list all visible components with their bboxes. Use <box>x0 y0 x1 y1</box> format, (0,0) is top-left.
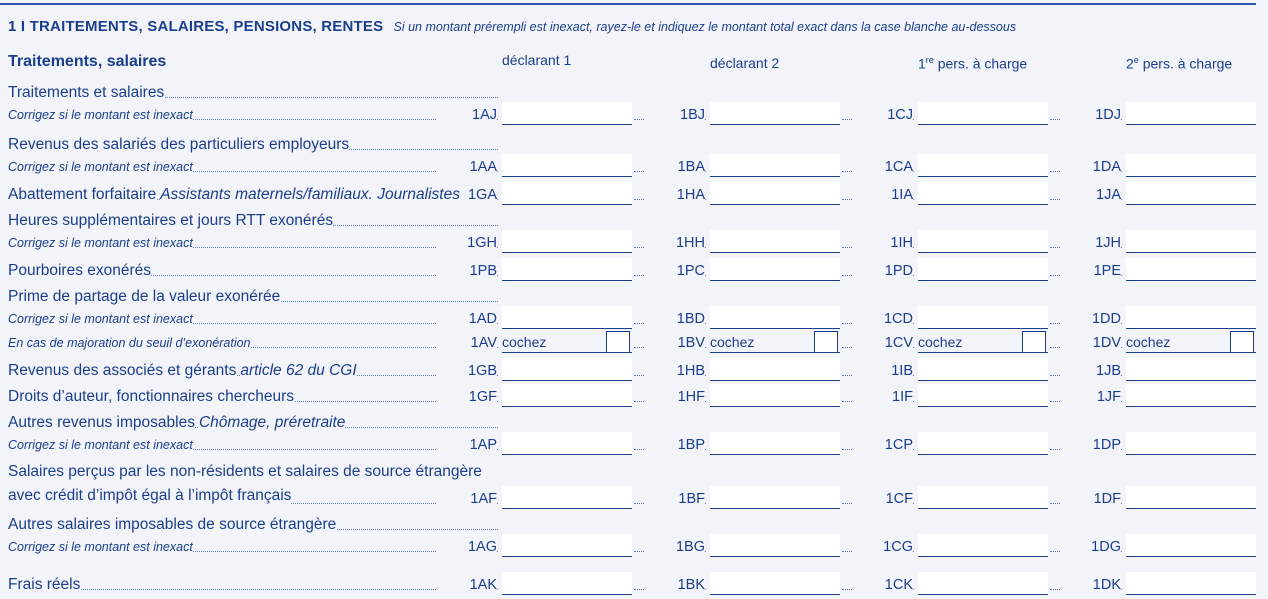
section-header <box>8 16 1258 38</box>
amount-field[interactable] <box>710 102 840 125</box>
box-code: 1CV <box>853 334 913 352</box>
box-code: 1HF <box>645 388 705 406</box>
box-code: 1AA <box>437 158 497 176</box>
row-label-text: Revenus des associés et gérants <box>8 362 237 379</box>
row-label <box>8 212 498 230</box>
form-row <box>0 282 1268 308</box>
amount-field[interactable] <box>1126 230 1256 253</box>
box-code: 1JH <box>1061 234 1121 252</box>
row-label-text: Frais réels <box>8 576 81 593</box>
amount-field[interactable] <box>710 432 840 455</box>
box-code: 1BV <box>645 334 705 352</box>
box-code: 1DD <box>1061 310 1121 328</box>
form-row <box>0 206 1268 232</box>
amount-field[interactable] <box>502 358 632 381</box>
checkbox-label: cochez <box>1126 334 1171 350</box>
box-code: 1PC <box>645 262 705 280</box>
row-label-text: Revenus des salariés des particuliers employeurs <box>8 136 350 153</box>
box-code: 1DJ <box>1061 106 1121 124</box>
column-header-label: déclarant 1 <box>502 52 572 68</box>
box-code: 1DF <box>1061 490 1121 508</box>
amount-field[interactable] <box>1126 258 1256 281</box>
row-label-text: Pourboires exonérés <box>8 262 152 279</box>
amount-field[interactable] <box>918 432 1048 455</box>
box-code: 1BP <box>645 436 705 454</box>
form-row <box>0 534 1268 558</box>
checkbox-field <box>710 330 840 353</box>
amount-field[interactable] <box>918 258 1048 281</box>
form-row <box>0 356 1268 382</box>
box-code: 1BF <box>645 490 705 508</box>
checkbox[interactable] <box>814 331 838 352</box>
amount-field[interactable] <box>1126 432 1256 455</box>
amount-field[interactable] <box>918 230 1048 253</box>
checkbox-label: cochez <box>710 334 755 350</box>
box-code: 1PB <box>437 262 497 280</box>
amount-field[interactable] <box>1126 358 1256 381</box>
row-label-text: Heures supplémentaires et jours RTT exonérés <box>8 212 334 229</box>
form-row <box>0 230 1268 254</box>
box-code: 1AK <box>437 576 497 594</box>
form-row <box>0 382 1268 408</box>
amount-field[interactable] <box>710 572 840 595</box>
column-header-ordinal: e <box>1133 55 1139 65</box>
form-row <box>0 306 1268 330</box>
column-header-declarant-2 <box>710 53 779 73</box>
column-header-dependent-1 <box>918 50 1027 74</box>
box-code: 1AF <box>437 490 497 508</box>
amount-field[interactable] <box>710 154 840 177</box>
column-header-label: pers. à charge <box>1142 55 1233 72</box>
box-code: 1GH <box>437 234 497 252</box>
row-label-text: Salaires perçus par les non-résidents et salaires de source étrangère avec crédit d’impôt égal à l’impôt français <box>8 463 482 504</box>
form-row <box>0 78 1268 104</box>
box-code: 1IB <box>853 362 913 380</box>
box-code: 1HB <box>645 362 705 380</box>
box-code: 1HA <box>645 186 705 204</box>
amount-field[interactable] <box>1126 306 1256 329</box>
box-code: 1CP <box>853 436 913 454</box>
row-label-text: Droits d’auteur, fonctionnaires chercheurs <box>8 388 295 405</box>
row-label-text: Autres salaires imposables de source étrangère <box>8 516 337 533</box>
amount-field[interactable] <box>502 572 632 595</box>
amount-field[interactable] <box>502 230 632 253</box>
column-header-ordinal: re <box>925 55 934 65</box>
box-code: 1CD <box>853 310 913 328</box>
box-code: 1CJ <box>853 106 913 124</box>
row-label-text: Corrigez si le montant est inexact <box>8 236 193 250</box>
row-label <box>8 516 498 534</box>
amount-field[interactable] <box>502 384 632 407</box>
amount-field[interactable] <box>502 258 632 281</box>
checkbox-field <box>1126 330 1256 353</box>
checkbox-field <box>502 330 632 353</box>
column-header-dependent-2 <box>1126 50 1232 74</box>
row-label <box>8 388 498 406</box>
form-row <box>0 458 1268 510</box>
row-label-note: Chômage, préretraite <box>198 414 346 431</box>
row-label <box>8 362 498 380</box>
row-label-text: Corrigez si le montant est inexact <box>8 312 193 326</box>
form-row <box>0 432 1268 456</box>
box-code: 1BD <box>645 310 705 328</box>
amount-field[interactable] <box>502 534 632 557</box>
amount-field[interactable] <box>502 306 632 329</box>
box-code: 1PE <box>1061 262 1121 280</box>
row-label <box>8 436 498 454</box>
top-rule <box>0 3 1256 5</box>
row-label-text: En cas de majoration du seuil d’exonération <box>8 336 251 350</box>
row-label-text: Corrigez si le montant est inexact <box>8 438 193 452</box>
amount-field[interactable] <box>502 432 632 455</box>
box-code: 1BG <box>645 538 705 556</box>
amount-field[interactable] <box>710 486 840 509</box>
row-label <box>8 84 498 102</box>
checkbox[interactable] <box>1022 331 1046 352</box>
box-code: 1HH <box>645 234 705 252</box>
row-label-note: article 62 du CGI <box>240 362 357 379</box>
form-row <box>0 330 1268 354</box>
amount-field[interactable] <box>918 486 1048 509</box>
checkbox-label: cochez <box>918 334 963 350</box>
amount-field[interactable] <box>918 182 1048 205</box>
amount-field[interactable] <box>1126 534 1256 557</box>
box-code: 1BJ <box>645 106 705 124</box>
amount-field[interactable] <box>1126 102 1256 125</box>
checkbox[interactable] <box>606 331 630 352</box>
row-label <box>8 538 498 556</box>
amount-field[interactable] <box>502 486 632 509</box>
box-code: 1CA <box>853 158 913 176</box>
form-row <box>0 154 1268 178</box>
amount-field[interactable] <box>1126 182 1256 205</box>
amount-field[interactable] <box>918 534 1048 557</box>
checkbox-label: cochez <box>502 334 547 350</box>
row-label <box>8 186 498 204</box>
amount-field[interactable] <box>502 182 632 205</box>
column-header-label: déclarant 2 <box>710 55 780 71</box>
amount-field[interactable] <box>502 154 632 177</box>
amount-field[interactable] <box>918 358 1048 381</box>
row-label <box>8 310 498 328</box>
box-code: 1GB <box>437 362 497 380</box>
box-code: 1JA <box>1061 186 1121 204</box>
row-label <box>8 414 498 432</box>
amount-field[interactable] <box>502 102 632 125</box>
box-code: 1GF <box>437 388 497 406</box>
row-label-note: Assistants maternels/familiaux. Journalistes <box>160 186 460 203</box>
column-header-number: 1 <box>918 55 926 72</box>
amount-field[interactable] <box>918 384 1048 407</box>
amount-field[interactable] <box>710 182 840 205</box>
form-row <box>0 510 1268 536</box>
box-code: 1DG <box>1061 538 1121 556</box>
amount-field[interactable] <box>710 358 840 381</box>
form-row <box>0 130 1268 156</box>
row-label <box>8 262 498 280</box>
box-code: 1AP <box>437 436 497 454</box>
box-code: 1IH <box>853 234 913 252</box>
amount-field[interactable] <box>1126 486 1256 509</box>
form-row <box>0 102 1268 126</box>
box-code: 1PD <box>853 262 913 280</box>
amount-field[interactable] <box>918 306 1048 329</box>
box-code: 1AG <box>437 538 497 556</box>
amount-field[interactable] <box>1126 154 1256 177</box>
box-code: 1CF <box>853 490 913 508</box>
box-code: 1IF <box>853 388 913 406</box>
box-code: 1CG <box>853 538 913 556</box>
amount-field[interactable] <box>1126 572 1256 595</box>
box-code: 1AJ <box>437 106 497 124</box>
row-label <box>8 158 498 176</box>
header-subtitle: Si un montant prérempli est inexact, rayez-le et indiquez le montant total exact dans la case blanche au-dessous <box>393 20 1017 34</box>
box-code: 1DA <box>1061 158 1121 176</box>
row-label <box>8 334 498 352</box>
amount-field[interactable] <box>710 306 840 329</box>
row-label <box>8 234 498 252</box>
box-code: 1GA <box>437 186 497 204</box>
form-row <box>0 256 1268 282</box>
form-row <box>0 570 1268 596</box>
row-label-text: Corrigez si le montant est inexact <box>8 108 193 122</box>
form-row <box>0 408 1268 434</box>
box-code: 1BK <box>645 576 705 594</box>
row-label-text: Corrigez si le montant est inexact <box>8 160 193 174</box>
box-code: 1JB <box>1061 362 1121 380</box>
section-title: Traitements, salaires <box>8 53 167 70</box>
amount-field[interactable] <box>1126 384 1256 407</box>
row-label <box>8 136 498 154</box>
row-label-text: Abattement forfaitaire <box>8 186 157 203</box>
row-label-text: Corrigez si le montant est inexact <box>8 540 193 554</box>
box-code: 1AD <box>437 310 497 328</box>
box-code: 1IA <box>853 186 913 204</box>
column-header-declarant-1 <box>502 50 571 70</box>
row-label <box>8 288 498 306</box>
amount-field[interactable] <box>918 102 1048 125</box>
row-label <box>8 460 498 508</box>
amount-field[interactable] <box>710 384 840 407</box>
box-code: 1JF <box>1061 388 1121 406</box>
box-code: 1CK <box>853 576 913 594</box>
row-label <box>8 106 498 124</box>
header-title: 1 I TRAITEMENTS, SALAIRES, PENSIONS, RENTES <box>8 18 384 35</box>
form-row <box>0 180 1268 206</box>
box-code: 1DP <box>1061 436 1121 454</box>
box-code: 1AV <box>437 334 497 352</box>
amount-field[interactable] <box>710 534 840 557</box>
row-label <box>8 576 498 594</box>
box-code: 1DV <box>1061 334 1121 352</box>
checkbox[interactable] <box>1230 331 1254 352</box>
column-header-number: 2 <box>1126 55 1134 72</box>
row-label-text: Prime de partage de la valeur exonérée <box>8 288 281 305</box>
amount-field[interactable] <box>918 572 1048 595</box>
box-code: 1DK <box>1061 576 1121 594</box>
box-code: 1BA <box>645 158 705 176</box>
amount-field[interactable] <box>710 258 840 281</box>
row-label-text: Autres revenus imposables <box>8 414 195 431</box>
amount-field[interactable] <box>710 230 840 253</box>
amount-field[interactable] <box>918 154 1048 177</box>
column-header-label: pers. à charge <box>937 55 1028 72</box>
checkbox-field <box>918 330 1048 353</box>
row-label-text: Traitements et salaires <box>8 84 165 101</box>
